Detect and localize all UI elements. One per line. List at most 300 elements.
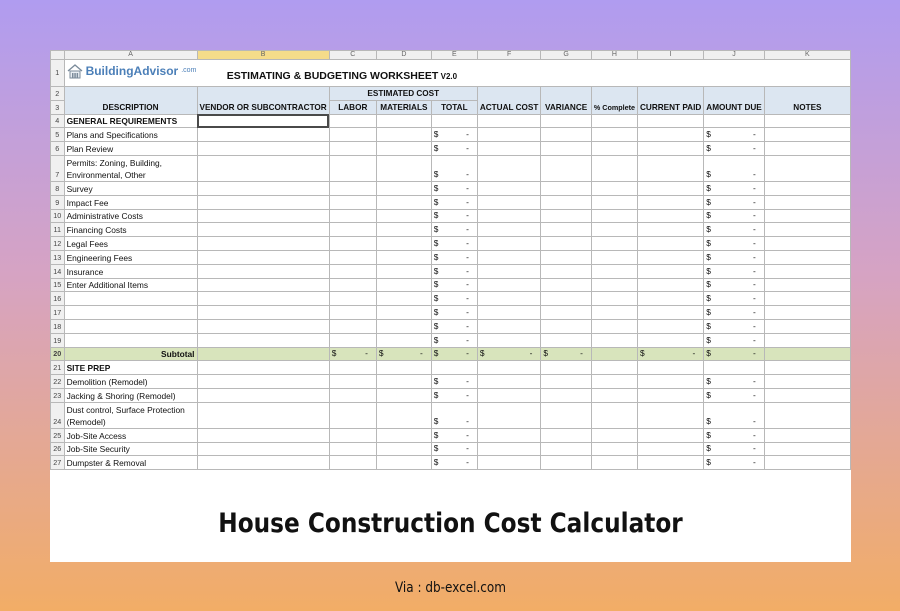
current-paid-cell[interactable] xyxy=(638,114,704,128)
percent-complete-cell[interactable] xyxy=(591,223,637,237)
variance-cell[interactable] xyxy=(541,278,591,292)
labor-cell[interactable] xyxy=(329,292,376,306)
column-header[interactable]: C xyxy=(329,51,376,60)
column-header[interactable]: G xyxy=(541,51,591,60)
percent-complete-cell[interactable] xyxy=(591,250,637,264)
labor-cell[interactable] xyxy=(329,264,376,278)
variance-cell[interactable] xyxy=(541,319,591,333)
notes-cell[interactable] xyxy=(764,306,850,320)
materials-cell[interactable] xyxy=(376,361,431,375)
vendor-cell[interactable] xyxy=(197,128,329,142)
zero-value: - xyxy=(752,415,756,426)
amount-due-subtotal[interactable] xyxy=(704,347,765,361)
materials-cell[interactable] xyxy=(376,264,431,278)
row-number[interactable]: 3 xyxy=(51,100,65,114)
labor-cell[interactable] xyxy=(329,319,376,333)
current-paid-cell[interactable] xyxy=(638,375,704,389)
notes-header[interactable]: NOTES xyxy=(764,87,850,115)
vendor-cell[interactable] xyxy=(197,306,329,320)
actual-cost-cell[interactable] xyxy=(477,402,541,428)
row-number[interactable]: 10 xyxy=(51,209,65,223)
materials-cell[interactable] xyxy=(376,209,431,223)
labor-cell[interactable] xyxy=(329,155,376,181)
amount-due-cell[interactable] xyxy=(704,388,765,402)
materials-subtotal[interactable] xyxy=(376,347,431,361)
materials-cell[interactable] xyxy=(376,306,431,320)
percent-complete-cell[interactable] xyxy=(591,264,637,278)
vendor-cell[interactable] xyxy=(197,114,329,128)
description-cell[interactable]: Plans and Specifications xyxy=(64,128,197,142)
labor-cell[interactable] xyxy=(329,375,376,389)
row-number[interactable]: 4 xyxy=(51,114,65,128)
percent-complete-cell[interactable] xyxy=(591,402,637,428)
row-number[interactable]: 27 xyxy=(51,456,65,470)
amount-due-cell[interactable] xyxy=(704,209,765,223)
description-cell[interactable]: Survey xyxy=(64,181,197,195)
notes-cell[interactable] xyxy=(764,402,850,428)
current-paid-subtotal[interactable] xyxy=(638,347,704,361)
amount-due-cell[interactable] xyxy=(704,292,765,306)
description-cell[interactable]: Demolition (Remodel) xyxy=(64,375,197,389)
total-cell[interactable] xyxy=(431,264,477,278)
actual-cost-cell[interactable] xyxy=(477,278,541,292)
variance-cell[interactable] xyxy=(541,292,591,306)
current-paid-cell[interactable] xyxy=(638,361,704,375)
amount-due-cell[interactable] xyxy=(704,428,765,442)
estimated-cost-header[interactable]: ESTIMATED COST xyxy=(329,87,477,101)
amount-due-cell[interactable] xyxy=(704,195,765,209)
percent-complete-cell[interactable] xyxy=(591,306,637,320)
amount-due-cell[interactable] xyxy=(704,142,765,156)
variance-cell[interactable] xyxy=(541,306,591,320)
notes-cell[interactable] xyxy=(764,278,850,292)
vendor-cell[interactable] xyxy=(197,428,329,442)
amount-due-cell[interactable] xyxy=(704,250,765,264)
row-number[interactable]: 20 xyxy=(51,347,65,361)
actual-cost-cell[interactable] xyxy=(477,388,541,402)
notes-cell[interactable] xyxy=(764,114,850,128)
current-paid-cell[interactable] xyxy=(638,278,704,292)
description-cell[interactable]: Plan Review xyxy=(64,142,197,156)
variance-cell[interactable] xyxy=(541,195,591,209)
current-paid-cell[interactable] xyxy=(638,319,704,333)
variance-cell[interactable] xyxy=(541,250,591,264)
row-number[interactable]: 16 xyxy=(51,292,65,306)
notes-cell[interactable] xyxy=(764,250,850,264)
materials-cell[interactable] xyxy=(376,333,431,347)
labor-cell[interactable] xyxy=(329,223,376,237)
materials-cell[interactable] xyxy=(376,223,431,237)
current-paid-cell[interactable] xyxy=(638,388,704,402)
labor-subtotal[interactable] xyxy=(329,347,376,361)
total-cell[interactable] xyxy=(431,278,477,292)
description-cell[interactable]: Engineering Fees xyxy=(64,250,197,264)
labor-cell[interactable] xyxy=(329,333,376,347)
row-number[interactable]: 23 xyxy=(51,388,65,402)
variance-cell[interactable] xyxy=(541,142,591,156)
total-cell[interactable] xyxy=(431,333,477,347)
description-cell[interactable] xyxy=(64,319,197,333)
row-number[interactable]: 14 xyxy=(51,264,65,278)
actual-cost-cell[interactable] xyxy=(477,114,541,128)
vendor-cell[interactable] xyxy=(197,264,329,278)
percent-complete-cell[interactable] xyxy=(591,361,637,375)
percent-complete-cell[interactable] xyxy=(591,278,637,292)
row-number[interactable]: 25 xyxy=(51,428,65,442)
materials-cell[interactable] xyxy=(376,114,431,128)
amount-due-cell[interactable] xyxy=(704,264,765,278)
amount-due-cell[interactable] xyxy=(704,278,765,292)
variance-header[interactable]: VARIANCE xyxy=(541,87,591,115)
total-cell[interactable] xyxy=(431,306,477,320)
variance-cell[interactable] xyxy=(541,264,591,278)
total-cell[interactable] xyxy=(431,375,477,389)
materials-cell[interactable] xyxy=(376,292,431,306)
row-number[interactable]: 19 xyxy=(51,333,65,347)
percent-complete-cell[interactable] xyxy=(591,375,637,389)
current-paid-cell[interactable] xyxy=(638,250,704,264)
total-cell[interactable] xyxy=(431,237,477,251)
amount-due-cell[interactable] xyxy=(704,361,765,375)
description-cell[interactable]: Dust control, Surface Protection (Remodel) xyxy=(64,402,197,428)
actual-cost-cell[interactable] xyxy=(477,264,541,278)
vendor-header[interactable]: VENDOR OR SUBCONTRACTOR xyxy=(197,87,329,115)
materials-cell[interactable] xyxy=(376,237,431,251)
variance-cell[interactable] xyxy=(541,361,591,375)
actual-cost-cell[interactable] xyxy=(477,333,541,347)
description-cell[interactable]: Administrative Costs xyxy=(64,209,197,223)
labor-cell[interactable] xyxy=(329,142,376,156)
vendor-cell[interactable] xyxy=(197,375,329,389)
actual-cost-cell[interactable] xyxy=(477,237,541,251)
variance-cell[interactable] xyxy=(541,209,591,223)
actual-cost-cell[interactable] xyxy=(477,306,541,320)
percent-complete-cell[interactable] xyxy=(591,142,637,156)
currency-symbol: $ xyxy=(706,196,711,207)
row-number[interactable]: 13 xyxy=(51,250,65,264)
labor-cell[interactable] xyxy=(329,402,376,428)
percent-complete-cell[interactable] xyxy=(591,114,637,128)
current-paid-cell[interactable] xyxy=(638,181,704,195)
notes-cell[interactable] xyxy=(764,223,850,237)
variance-cell[interactable] xyxy=(541,223,591,237)
actual-cost-cell[interactable] xyxy=(477,375,541,389)
row-number[interactable]: 9 xyxy=(51,195,65,209)
total-subtotal[interactable] xyxy=(431,347,477,361)
notes-cell[interactable] xyxy=(764,319,850,333)
percent-complete-cell[interactable] xyxy=(591,428,637,442)
description-header[interactable]: DESCRIPTION xyxy=(64,87,197,115)
column-header[interactable]: E xyxy=(431,51,477,60)
materials-cell[interactable] xyxy=(376,388,431,402)
vendor-cell[interactable] xyxy=(197,333,329,347)
variance-cell[interactable] xyxy=(541,428,591,442)
amount-due-cell[interactable] xyxy=(704,155,765,181)
description-cell[interactable]: Financing Costs xyxy=(64,223,197,237)
actual-cost-cell[interactable] xyxy=(477,181,541,195)
amount-due-cell[interactable] xyxy=(704,114,765,128)
vendor-cell[interactable] xyxy=(197,181,329,195)
row-number[interactable]: 21 xyxy=(51,361,65,375)
labor-cell[interactable] xyxy=(329,181,376,195)
notes-cell[interactable] xyxy=(764,361,850,375)
amount-due-cell[interactable] xyxy=(704,181,765,195)
variance-cell[interactable] xyxy=(541,375,591,389)
current-paid-cell[interactable] xyxy=(638,333,704,347)
amount-due-header[interactable]: AMOUNT DUE xyxy=(704,87,765,115)
percent-complete-cell[interactable] xyxy=(591,181,637,195)
labor-cell[interactable] xyxy=(329,278,376,292)
labor-cell[interactable] xyxy=(329,361,376,375)
amount-due-cell[interactable] xyxy=(704,223,765,237)
labor-cell[interactable] xyxy=(329,428,376,442)
actual-cost-cell[interactable] xyxy=(477,319,541,333)
materials-cell[interactable] xyxy=(376,142,431,156)
vendor-cell[interactable] xyxy=(197,388,329,402)
description-cell[interactable]: Insurance xyxy=(64,264,197,278)
row-number[interactable]: 15 xyxy=(51,278,65,292)
vendor-cell[interactable] xyxy=(197,347,329,361)
column-header[interactable]: D xyxy=(376,51,431,60)
column-header[interactable]: K xyxy=(764,51,850,60)
description-cell[interactable] xyxy=(64,306,197,320)
description-cell[interactable] xyxy=(64,333,197,347)
row-number[interactable]: 26 xyxy=(51,442,65,456)
select-all-corner[interactable] xyxy=(51,51,65,60)
percent-complete-header[interactable]: % Complete xyxy=(591,87,637,115)
row-number[interactable]: 7 xyxy=(51,155,65,181)
current-paid-cell[interactable] xyxy=(638,402,704,428)
description-cell[interactable]: Jacking & Shoring (Remodel) xyxy=(64,388,197,402)
actual-cost-cell[interactable] xyxy=(477,155,541,181)
variance-cell[interactable] xyxy=(541,237,591,251)
row-number[interactable]: 24 xyxy=(51,402,65,428)
total-cell[interactable] xyxy=(431,319,477,333)
variance-cell[interactable] xyxy=(541,402,591,428)
actual-cost-cell[interactable] xyxy=(477,209,541,223)
row-number[interactable]: 18 xyxy=(51,319,65,333)
materials-cell[interactable] xyxy=(376,195,431,209)
row-number[interactable]: 6 xyxy=(51,142,65,156)
total-cell[interactable] xyxy=(431,209,477,223)
variance-cell[interactable] xyxy=(541,128,591,142)
current-paid-header[interactable]: CURRENT PAID xyxy=(638,87,704,115)
current-paid-cell[interactable] xyxy=(638,237,704,251)
variance-subtotal[interactable] xyxy=(541,347,591,361)
labor-cell[interactable] xyxy=(329,237,376,251)
description-cell[interactable]: Permits: Zoning, Building, Environmental, Other xyxy=(64,155,197,181)
description-cell[interactable] xyxy=(64,347,197,361)
notes-cell[interactable] xyxy=(764,428,850,442)
current-paid-cell[interactable] xyxy=(638,155,704,181)
labor-cell[interactable] xyxy=(329,388,376,402)
current-paid-cell[interactable] xyxy=(638,142,704,156)
materials-cell[interactable] xyxy=(376,128,431,142)
materials-cell[interactable] xyxy=(376,375,431,389)
notes-cell[interactable] xyxy=(764,181,850,195)
materials-cell[interactable] xyxy=(376,428,431,442)
row-number[interactable]: 8 xyxy=(51,181,65,195)
materials-cell[interactable] xyxy=(376,155,431,181)
total-cell[interactable] xyxy=(431,155,477,181)
labor-cell[interactable] xyxy=(329,114,376,128)
total-cell[interactable] xyxy=(431,250,477,264)
vendor-cell[interactable] xyxy=(197,361,329,375)
current-paid-cell[interactable] xyxy=(638,306,704,320)
materials-cell[interactable] xyxy=(376,402,431,428)
row-number[interactable]: 11 xyxy=(51,223,65,237)
notes-cell[interactable] xyxy=(764,195,850,209)
current-paid-cell[interactable] xyxy=(638,209,704,223)
percent-complete-cell[interactable] xyxy=(591,347,637,361)
labor-cell[interactable] xyxy=(329,209,376,223)
column-header[interactable]: H xyxy=(591,51,637,60)
variance-cell[interactable] xyxy=(541,333,591,347)
vendor-cell[interactable] xyxy=(197,319,329,333)
current-paid-cell[interactable] xyxy=(638,195,704,209)
vendor-cell[interactable] xyxy=(197,155,329,181)
total-header[interactable]: TOTAL xyxy=(431,100,477,114)
row-number[interactable]: 12 xyxy=(51,237,65,251)
vendor-cell[interactable] xyxy=(197,142,329,156)
variance-cell[interactable] xyxy=(541,181,591,195)
materials-header[interactable]: MATERIALS xyxy=(376,100,431,114)
actual-cost-cell[interactable] xyxy=(477,250,541,264)
total-cell[interactable] xyxy=(431,181,477,195)
description-cell[interactable]: Dumpster & Removal xyxy=(64,456,197,470)
column-header[interactable]: B xyxy=(197,51,329,60)
vendor-cell[interactable] xyxy=(197,209,329,223)
notes-cell[interactable] xyxy=(764,347,850,361)
total-cell[interactable] xyxy=(431,402,477,428)
row-number[interactable]: 2 xyxy=(51,87,65,101)
row-number[interactable]: 17 xyxy=(51,306,65,320)
row-number[interactable]: 1 xyxy=(51,60,65,87)
percent-complete-cell[interactable] xyxy=(591,292,637,306)
vendor-cell[interactable] xyxy=(197,278,329,292)
percent-complete-cell[interactable] xyxy=(591,237,637,251)
total-cell[interactable] xyxy=(431,388,477,402)
percent-complete-cell[interactable] xyxy=(591,128,637,142)
actual-cost-cell[interactable] xyxy=(477,128,541,142)
current-paid-cell[interactable] xyxy=(638,292,704,306)
vendor-cell[interactable] xyxy=(197,402,329,428)
notes-cell[interactable] xyxy=(764,209,850,223)
vendor-cell[interactable] xyxy=(197,250,329,264)
notes-cell[interactable] xyxy=(764,292,850,306)
labor-header[interactable]: LABOR xyxy=(329,100,376,114)
actual-cost-cell[interactable] xyxy=(477,223,541,237)
column-header[interactable]: J xyxy=(704,51,765,60)
amount-due-cell[interactable] xyxy=(704,333,765,347)
vendor-cell[interactable] xyxy=(197,195,329,209)
percent-complete-cell[interactable] xyxy=(591,319,637,333)
vendor-cell[interactable] xyxy=(197,292,329,306)
row-number[interactable]: 5 xyxy=(51,128,65,142)
percent-complete-cell[interactable] xyxy=(591,209,637,223)
materials-cell[interactable] xyxy=(376,319,431,333)
total-cell[interactable] xyxy=(431,223,477,237)
notes-cell[interactable] xyxy=(764,128,850,142)
description-cell[interactable]: Legal Fees xyxy=(64,237,197,251)
description-cell[interactable]: Impact Fee xyxy=(64,195,197,209)
materials-cell[interactable] xyxy=(376,181,431,195)
description-cell[interactable]: GENERAL REQUIREMENTS xyxy=(64,114,197,128)
labor-cell[interactable] xyxy=(329,195,376,209)
materials-cell[interactable] xyxy=(376,250,431,264)
percent-complete-cell[interactable] xyxy=(591,195,637,209)
description-cell[interactable]: Job-Site Access xyxy=(64,428,197,442)
total-cell[interactable] xyxy=(431,142,477,156)
notes-cell[interactable] xyxy=(764,333,850,347)
current-paid-cell[interactable] xyxy=(638,428,704,442)
current-paid-cell[interactable] xyxy=(638,223,704,237)
amount-due-cell[interactable] xyxy=(704,237,765,251)
actual-cost-cell[interactable] xyxy=(477,361,541,375)
labor-cell[interactable] xyxy=(329,128,376,142)
spreadsheet[interactable] xyxy=(50,50,851,469)
currency-symbol: $ xyxy=(706,415,711,426)
actual-cost-subtotal[interactable] xyxy=(477,347,541,361)
variance-cell[interactable] xyxy=(541,388,591,402)
amount-due-cell[interactable] xyxy=(704,375,765,389)
column-header[interactable]: F xyxy=(477,51,541,60)
percent-complete-cell[interactable] xyxy=(591,333,637,347)
actual-cost-cell[interactable] xyxy=(477,428,541,442)
total-cell[interactable] xyxy=(431,292,477,306)
labor-cell[interactable] xyxy=(329,306,376,320)
current-paid-cell[interactable] xyxy=(638,128,704,142)
notes-cell[interactable] xyxy=(764,155,850,181)
actual-cost-cell[interactable] xyxy=(477,292,541,306)
amount-due-cell[interactable] xyxy=(704,402,765,428)
description-cell[interactable] xyxy=(64,292,197,306)
materials-cell[interactable] xyxy=(376,278,431,292)
description-cell[interactable]: Enter Additional Items xyxy=(64,278,197,292)
notes-cell[interactable] xyxy=(764,388,850,402)
notes-cell[interactable] xyxy=(764,237,850,251)
total-cell[interactable] xyxy=(431,361,477,375)
vendor-cell[interactable] xyxy=(197,237,329,251)
notes-cell[interactable] xyxy=(764,264,850,278)
total-cell[interactable] xyxy=(431,128,477,142)
actual-cost-header[interactable]: ACTUAL COST xyxy=(477,87,541,115)
actual-cost-cell[interactable] xyxy=(477,142,541,156)
vendor-cell[interactable] xyxy=(197,223,329,237)
description-cell[interactable]: Job-Site Security xyxy=(64,442,197,456)
column-header[interactable]: I xyxy=(638,51,704,60)
percent-complete-cell[interactable] xyxy=(591,155,637,181)
current-paid-cell[interactable] xyxy=(638,264,704,278)
variance-cell[interactable] xyxy=(541,114,591,128)
notes-cell[interactable] xyxy=(764,375,850,389)
row-number[interactable]: 22 xyxy=(51,375,65,389)
labor-cell[interactable] xyxy=(329,250,376,264)
total-cell[interactable] xyxy=(431,428,477,442)
description-cell[interactable]: SITE PREP xyxy=(64,361,197,375)
percent-complete-cell[interactable] xyxy=(591,388,637,402)
actual-cost-cell[interactable] xyxy=(477,195,541,209)
title-cell[interactable] xyxy=(64,60,850,87)
amount-due-cell[interactable] xyxy=(704,306,765,320)
total-cell[interactable] xyxy=(431,195,477,209)
amount-due-cell[interactable] xyxy=(704,319,765,333)
total-cell[interactable] xyxy=(431,114,477,128)
amount-due-cell[interactable] xyxy=(704,128,765,142)
column-header[interactable]: A xyxy=(64,51,197,60)
notes-cell[interactable] xyxy=(764,142,850,156)
variance-cell[interactable] xyxy=(541,155,591,181)
